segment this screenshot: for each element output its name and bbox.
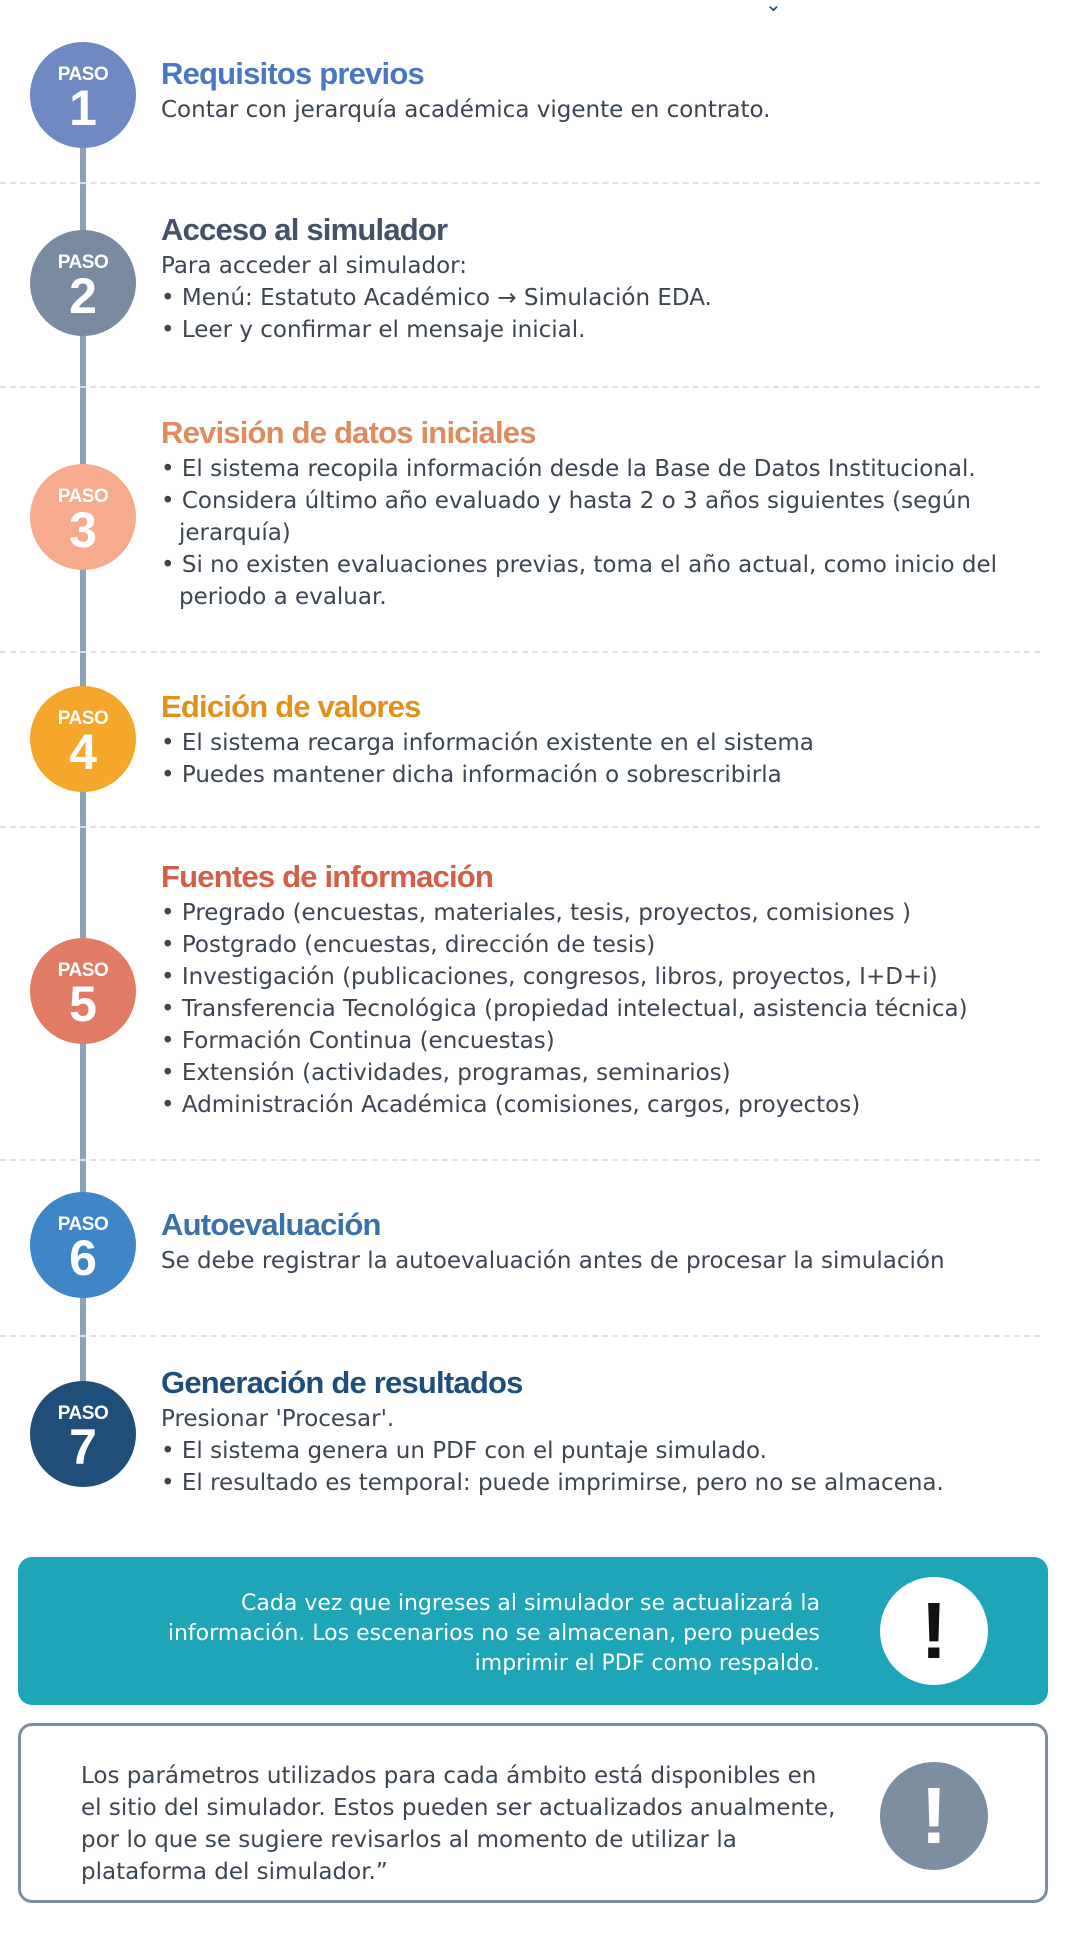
divider [0, 1159, 1040, 1161]
step-bullet: • Administración Académica (comisiones, cargos, proyectos) [161, 1092, 861, 1118]
step-badge-label: PASO [57, 252, 109, 273]
step-bullet: • Postgrado (encuestas, dirección de tesis) [161, 932, 656, 958]
step-badge-label: PASO [57, 64, 109, 85]
step-title: Revisión de datos iniciales [161, 415, 536, 450]
step-1 [161, 56, 1041, 126]
step-text: Se debe registrar la autoevaluación antes de procesar la simulación [161, 1248, 945, 1274]
step-number: 2 [69, 268, 97, 324]
step-text: Contar con jerarquía académica vigente en contrato. [161, 97, 771, 123]
step-4 [161, 689, 1041, 791]
step-bullet: • Formación Continua (encuestas) [161, 1028, 555, 1054]
step-bullet: • Considera último año evaluado y hasta 2 o 3 años siguientes (según jerarquía) [161, 488, 971, 546]
step-title: Generación de resultados [161, 1365, 523, 1400]
step-bullet: • El resultado es temporal: puede imprimirse, pero no se almacena. [161, 1470, 944, 1496]
step-bullet: • El sistema recopila información desde la Base de Datos Institucional. [161, 456, 976, 482]
step-badge-label: PASO [57, 1214, 109, 1235]
step-text: Para acceder al simulador: [161, 253, 467, 279]
step-number: 1 [69, 80, 97, 136]
step-bullet: • Puedes mantener dicha información o sobrescribirla [161, 762, 782, 788]
divider [0, 1335, 1040, 1337]
divider [0, 826, 1040, 828]
step-badge-3 [30, 464, 136, 570]
callout-text: Cada vez que ingreses al simulador se actualizará la información. Los escenarios no se almacenan, pero puedes imprimir el PDF como respaldo. [167, 1591, 820, 1676]
step-badge-6 [30, 1192, 136, 1298]
step-text: Presionar 'Procesar'. [161, 1406, 395, 1432]
step-bullet: • Si no existen evaluaciones previas, toma el año actual, como inicio del periodo a evaluar. [161, 552, 998, 610]
step-bullet: • El sistema recarga información existente en el sistema [161, 730, 814, 756]
step-badge-label: PASO [57, 960, 109, 981]
step-badge-1 [30, 42, 136, 148]
step-title: Autoevaluación [161, 1207, 381, 1242]
step-number: 6 [69, 1230, 97, 1286]
step-title: Fuentes de información [161, 859, 494, 894]
step-number: 4 [69, 724, 97, 780]
step-bullet: • Extensión (actividades, programas, seminarios) [161, 1060, 731, 1086]
step-bullet: • Transferencia Tecnológica (propiedad intelectual, asistencia técnica) [161, 996, 968, 1022]
step-number: 3 [69, 502, 97, 558]
step-badge-5 [30, 938, 136, 1044]
step-bullet: • Leer y confirmar el mensaje inicial. [161, 317, 586, 343]
note-callout [18, 1723, 1048, 1903]
divider [0, 386, 1040, 388]
step-number: 7 [69, 1419, 97, 1475]
step-5 [161, 859, 1041, 1121]
divider [0, 182, 1040, 184]
step-title: Acceso al simulador [161, 212, 448, 247]
exclamation-icon: ! [880, 1577, 988, 1685]
step-badge-label: PASO [57, 708, 109, 729]
step-bullet: • Pregrado (encuestas, materiales, tesis, proyectos, comisiones ) [161, 900, 911, 926]
info-callout [18, 1557, 1048, 1705]
step-number: 5 [69, 976, 97, 1032]
step-badge-label: PASO [57, 486, 109, 507]
chevron-down-icon: ⌄ [765, 0, 782, 16]
step-badge-7 [30, 1381, 136, 1487]
step-bullet: • El sistema genera un PDF con el puntaje simulado. [161, 1438, 767, 1464]
step-bullet: • Investigación (publicaciones, congresos, libros, proyectos, I+D+i) [161, 964, 938, 990]
step-badge-4 [30, 686, 136, 792]
callout-text: Los parámetros utilizados para cada ámbito está disponibles en el sitio del simulador. Estos pueden ser actualizados anualmente, por lo que se sugiere revisarlos al momento de utilizar la plataforma del simulador.” [81, 1763, 836, 1885]
exclamation-icon: ! [880, 1762, 988, 1870]
step-3 [161, 415, 1041, 613]
step-title: Requisitos previos [161, 56, 424, 91]
step-badge-2 [30, 230, 136, 336]
step-badge-label: PASO [57, 1403, 109, 1424]
step-bullet: • Menú: Estatuto Académico → Simulación EDA. [161, 285, 712, 311]
step-7 [161, 1365, 1041, 1499]
step-title: Edición de valores [161, 689, 421, 724]
step-6 [161, 1207, 1041, 1277]
step-2 [161, 212, 1041, 346]
divider [0, 651, 1040, 653]
